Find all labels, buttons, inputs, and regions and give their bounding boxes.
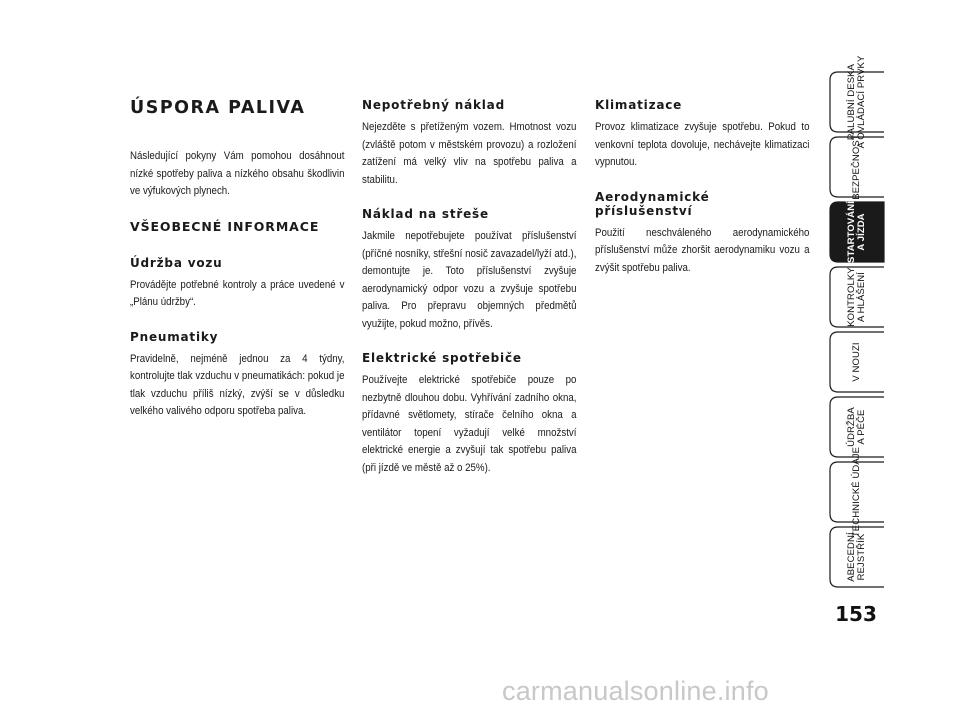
tab-label: TECHNICKÉ ÚDAJE bbox=[851, 446, 862, 538]
tab-label: V NOUZI bbox=[851, 342, 862, 382]
paragraph-roof-load: Jakmile nepotřebujete používat příslušenství (příčné nosníky, střešní nosič zavazadel/lyží atd.), demontujte je. Toto příslušenství zvyšuje aerodynamický odpor vozu a zvyšuje spotřebu paliva. Pro přepravu objemných předmětů využijte, pokud možno, přívěs. bbox=[362, 230, 577, 330]
paragraph-tyres: Pravidelně, nejméně jednou za 4 týdny, kontrolujte tlak vzduchu v pneumatikách: pokud je tlak vzduchu příliš nízký, zvýší se v důsledku velkého valivého odporu spotřeba paliva. bbox=[130, 352, 345, 417]
chapter-tab-rail bbox=[828, 55, 886, 655]
tab-warning-lights[interactable] bbox=[828, 265, 886, 329]
tab-technical-data[interactable] bbox=[828, 446, 886, 538]
tab-safety[interactable] bbox=[828, 135, 886, 199]
paragraph-aero-accessories: Použití neschváleného aerodynamického příslušenství může zhoršit aerodynamiku vozu a zvýšit spotřebu paliva. bbox=[595, 226, 810, 274]
column-middle bbox=[362, 98, 577, 495]
intro-paragraph: Následující pokyny Vám pomohou dosáhnout nízké spotřeby paliva a nízkého obsahu škodlivin ve výfukových plynech. bbox=[130, 150, 345, 197]
heading-air-conditioning: Klimatizace bbox=[595, 98, 683, 112]
heading-electrical: Elektrické spotřebiče bbox=[362, 351, 522, 365]
paragraph-electrical: Používejte elektrické spotřebiče pouze po nezbytně dlouhou dobu. Vyhřívání zadního okna, přídavné světlomety, stírače čelního okna a ventilátor topení vyžadují velké množství elektrické energie a zvyšují tak spotřebu paliva (při jízdě ve městě až o 25%). bbox=[362, 374, 577, 474]
tab-label: BEZPEČNOST bbox=[851, 134, 862, 200]
tab-starting-driving[interactable] bbox=[828, 200, 886, 264]
paragraph-unneeded-load: Nejezděte s přetíženým vozem. Hmotnost vozu (zvláště potom v městském provozu) a rozložení zatížení má velký vliv na spotřebu paliva a stabilitu. bbox=[362, 121, 577, 186]
tab-label: STARTOVÁNÍ A JÍZDA bbox=[846, 201, 867, 263]
tab-index[interactable] bbox=[828, 525, 886, 589]
heading-aero-accessories: Aerodynamické příslušenství bbox=[595, 189, 710, 218]
tab-emergency[interactable] bbox=[828, 330, 886, 394]
tab-label: KONTROLKY A HLÁŠENÍ bbox=[846, 267, 867, 327]
page-number: 153 bbox=[835, 602, 877, 626]
watermark: carmanualsonline.info bbox=[502, 676, 769, 706]
paragraph-maintenance: Provádějte potřebné kontroly a práce uvedené v „Plánu údržby“. bbox=[130, 278, 345, 308]
tab-label: PALUBNÍ DESKA A OVLÁDACÍ PRVKY bbox=[846, 55, 867, 149]
paragraph-air-conditioning: Provoz klimatizace zvyšuje spotřebu. Pokud to venkovní teplota dovoluje, nechávejte klimatizaci vypnutou. bbox=[595, 121, 810, 168]
page-title: ÚSPORA PALIVA bbox=[130, 98, 306, 118]
tab-label: ÚDRŽBA A PÉČE bbox=[846, 407, 867, 447]
heading-maintenance: Údržba vozu bbox=[130, 255, 223, 270]
tab-label: ABECEDNÍ REJSTŘÍK bbox=[846, 532, 867, 582]
column-left bbox=[130, 98, 345, 439]
column-right bbox=[595, 98, 810, 295]
heading-tyres: Pneumatiky bbox=[130, 329, 219, 344]
tab-dashboard[interactable] bbox=[828, 55, 886, 149]
heading-roof-load: Náklad na střeše bbox=[362, 207, 489, 221]
heading-unneeded-load: Nepotřebný náklad bbox=[362, 98, 505, 112]
section-title: VŠEOBECNÉ INFORMACE bbox=[130, 218, 320, 234]
